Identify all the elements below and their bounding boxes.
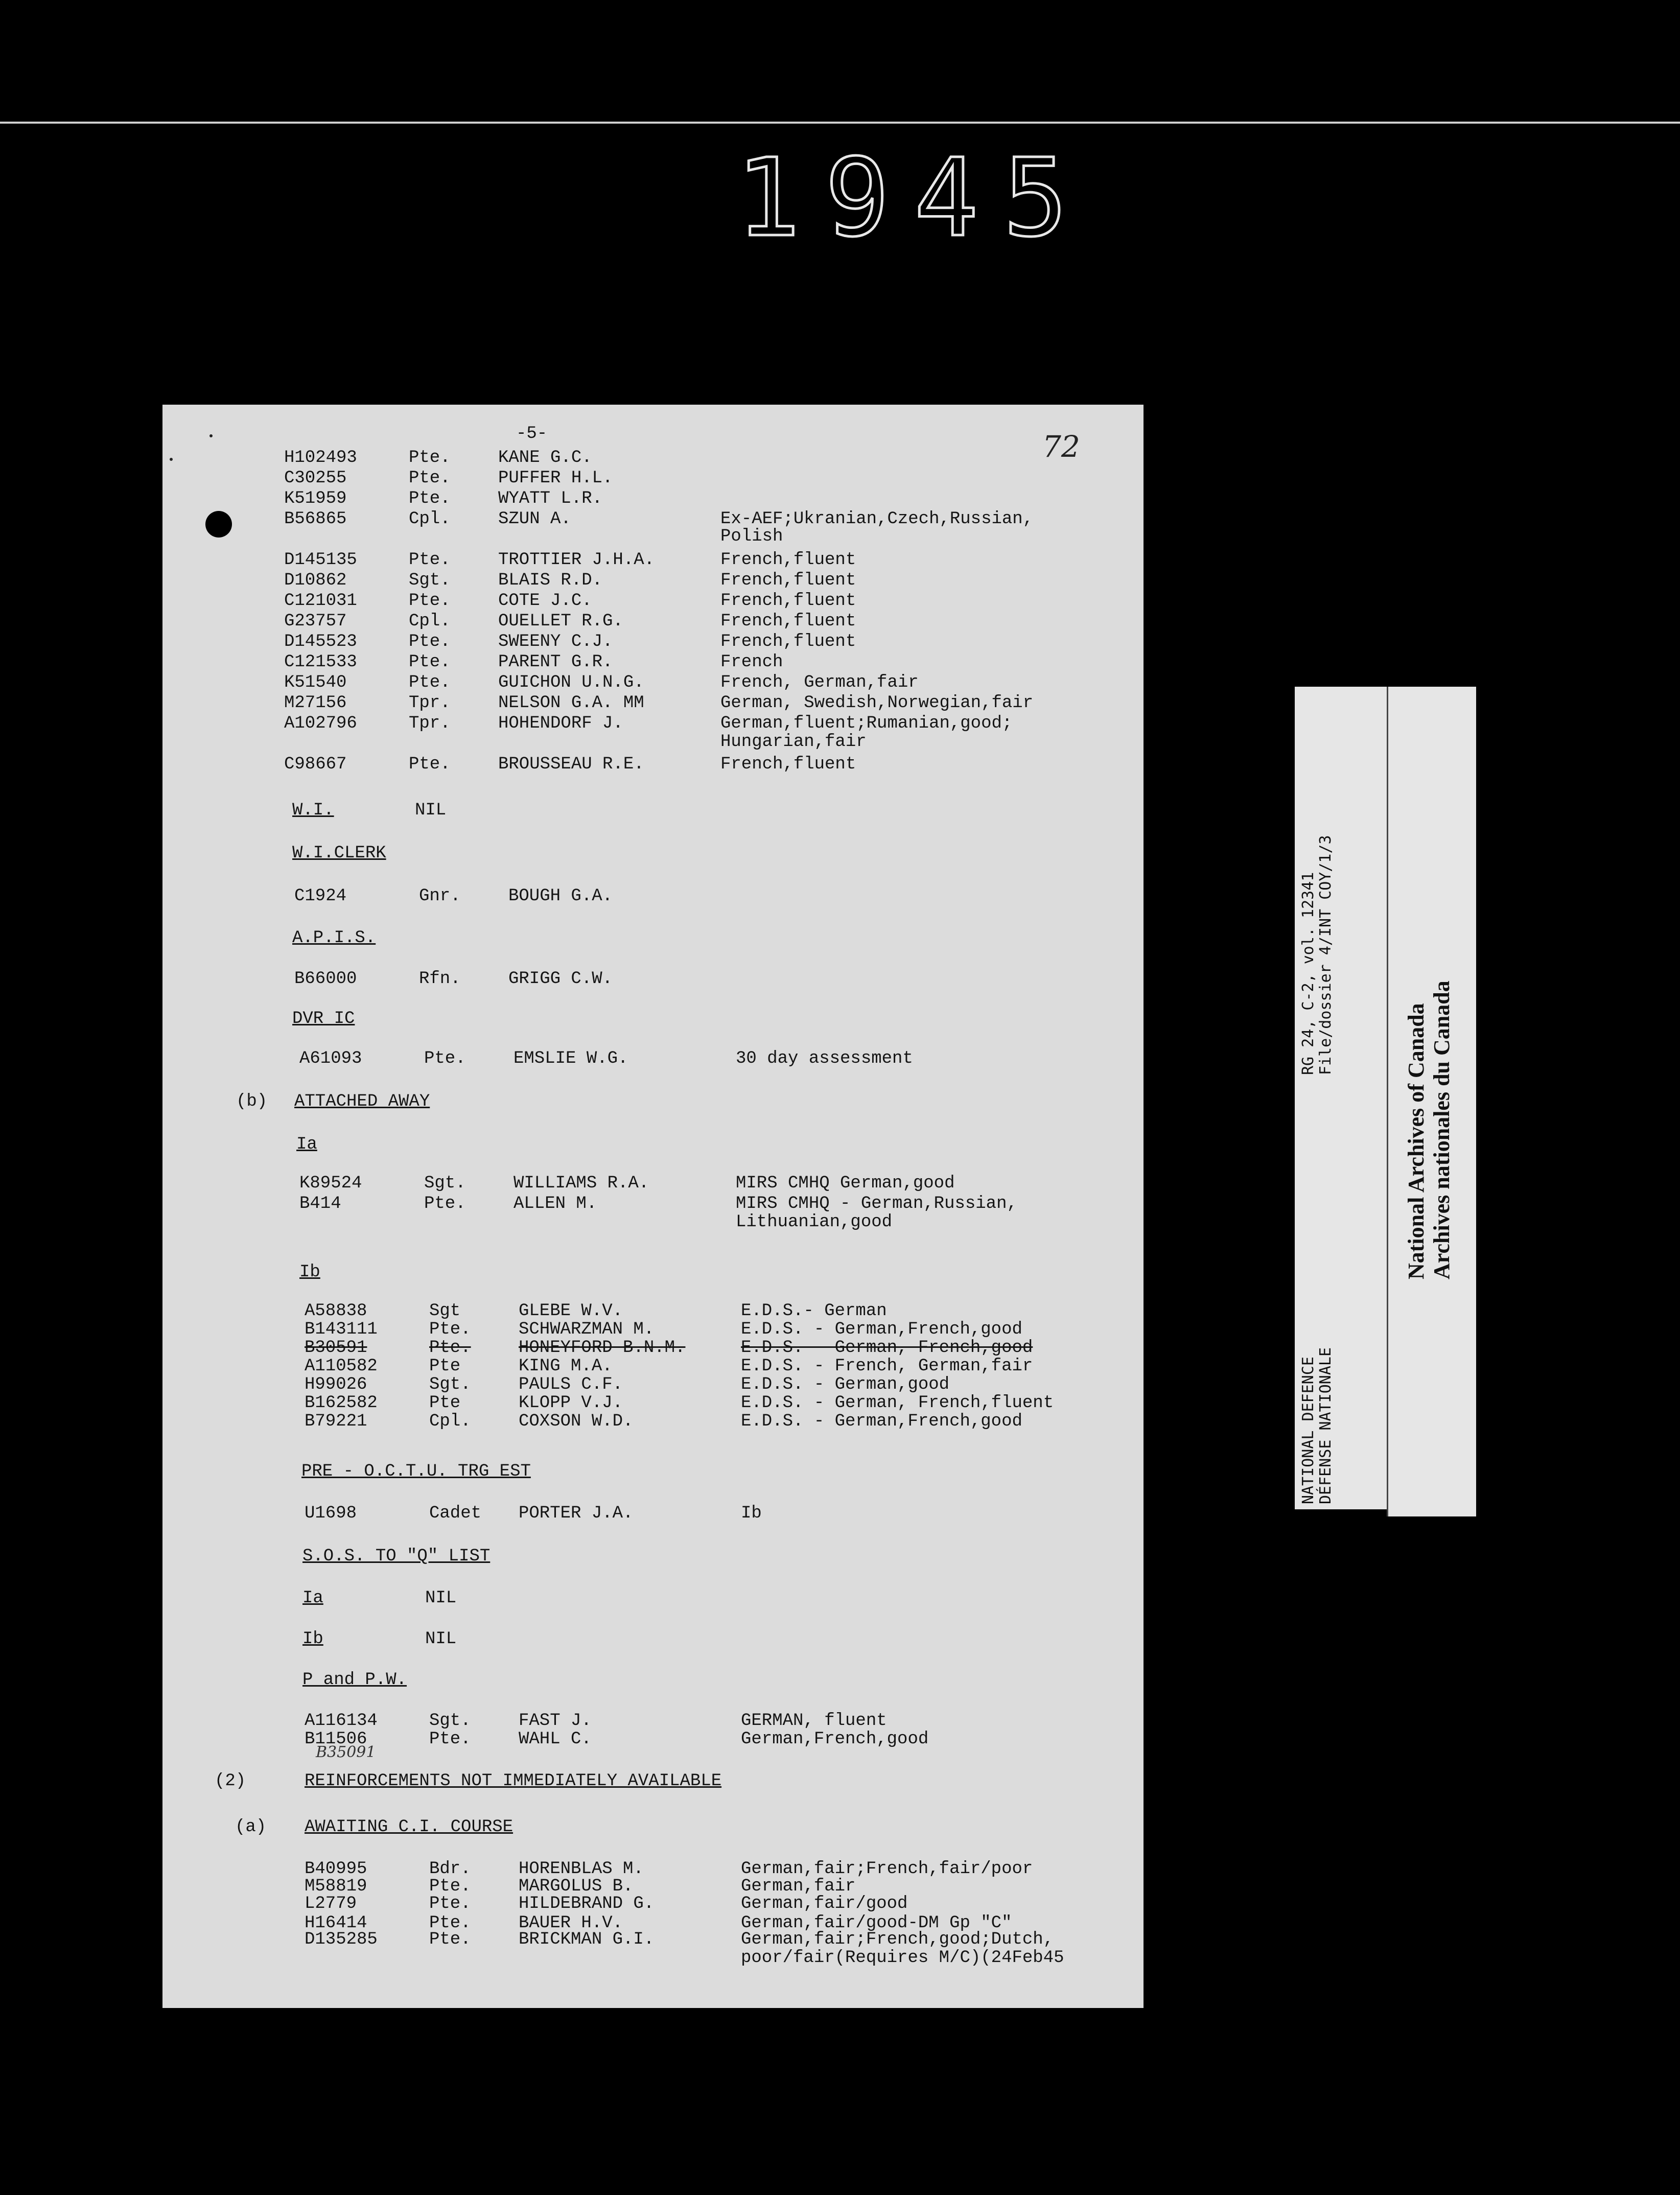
language-note: MIRS CMHQ - German,Russian, [736,1194,1017,1213]
rank: Tpr. [409,693,451,713]
service-number: B414 [299,1194,341,1213]
service-number: B143111 [305,1320,378,1339]
personnel-row [0,1729,1680,1749]
language-note: French, German,fair [720,673,919,692]
service-number: C98667 [284,755,347,774]
rank: Sgt. [429,1711,471,1731]
personnel-name: NELSON G.A. MM [498,693,644,713]
rank: Sgt. [429,1375,471,1394]
personnel-name: ALLEN M. [514,1194,597,1213]
archive-name-strip [1387,687,1476,1516]
service-number: C30255 [284,469,347,488]
language-note: GERMAN, fluent [741,1711,887,1731]
language-note: Lithuanian,good [736,1212,893,1232]
top-rule [0,122,1680,124]
section-heading-pw: P and P.W. [302,1670,407,1690]
section-marker-a: (a) [235,1817,267,1837]
rank: Pte. [429,1730,471,1749]
rank: Cadet [429,1504,482,1523]
service-number: B66000 [294,969,357,989]
personnel-name: KLOPP V.J. [519,1393,623,1413]
rank: Pte. [409,652,451,672]
personnel-row [0,1711,1680,1731]
section-heading-sos: S.O.S. TO "Q" LIST [302,1547,491,1566]
language-note: German,fair/good-DM Gp "C" [741,1913,1012,1933]
rank: Pte. [429,1913,471,1933]
page-number: -5- [516,424,548,443]
handwritten-correction: B35091 [316,1743,376,1761]
section-marker-2: (2) [215,1771,246,1791]
service-number: B79221 [305,1412,367,1431]
personnel-name: HILDEBRAND G. [519,1894,655,1913]
section-heading-pre-octu: PRE - O.C.T.U. TRG EST [301,1462,531,1481]
service-number: B30591 [305,1338,367,1358]
rank: Pte. [409,489,451,508]
service-number: A116134 [305,1711,378,1731]
personnel-row [0,550,1680,570]
personnel-name: KING M.A. [519,1357,613,1376]
language-note: E.D.S. - German,good [741,1375,950,1394]
personnel-name: BLAIS R.D. [498,571,603,590]
rank: Sgt. [409,571,451,590]
personnel-row [0,526,1680,547]
service-number: D145523 [284,632,357,651]
personnel-name: MARGOLUS B. [519,1877,634,1896]
language-note: E.D.S. - German, French,good [741,1338,1033,1358]
language-note: French,fluent [720,632,856,651]
service-number: H16414 [305,1913,367,1933]
personnel-row [0,1948,1680,1968]
rank: Pte. [409,591,451,611]
service-number: C1924 [294,886,347,906]
service-number: D135285 [305,1930,378,1949]
service-number: M27156 [284,693,347,713]
service-number: L2779 [305,1894,357,1913]
wi-value: NIL [415,801,447,820]
rank: Pte. [429,1930,471,1949]
archive-reference [1300,835,1335,1075]
service-number: B162582 [305,1393,378,1413]
defense-nationale-label: DÉFENSE NATIONALE [1317,1347,1335,1504]
section-heading-wi: W.I. [292,801,334,820]
archive-name [1404,980,1455,1279]
language-note: German, Swedish,Norwegian,fair [720,693,1034,713]
rank: Pte. [409,448,451,468]
rank: Pte. [424,1049,466,1068]
language-note: Polish [720,527,783,546]
personnel-name: FAST J. [519,1711,592,1731]
language-note: French,fluent [720,755,856,774]
sos-ia-value: NIL [425,1589,457,1608]
department-stamp [1300,1347,1335,1504]
language-note: German,fair/good [741,1894,908,1913]
personnel-name: KANE G.C. [498,448,592,468]
personnel-name: OUELLET R.G. [498,612,623,631]
folio-number: 72 [1042,429,1080,464]
language-note: French,fluent [720,612,856,631]
language-note: French,fluent [720,591,856,611]
rank: Tpr. [409,714,451,733]
rank: Pte. [409,632,451,651]
service-number: B40995 [305,1859,367,1879]
personnel-row [0,468,1680,488]
language-note: E.D.S. - German, French,fluent [741,1393,1054,1413]
rank: Bdr. [429,1859,471,1879]
personnel-name: COTE J.C. [498,591,592,611]
archive-name-en: National Archives of Canada [1404,1003,1429,1279]
rank: Pte. [429,1877,471,1896]
service-number: C121533 [284,652,357,672]
rank: Gnr. [419,886,461,906]
language-note: German,fair;French,fair/poor [741,1859,1033,1879]
language-note: E.D.S. - French, German,fair [741,1357,1033,1376]
personnel-name: SWEENY C.J. [498,632,613,651]
personnel-name: HOHENDORF J. [498,714,623,733]
personnel-name: WYATT L.R. [498,489,603,508]
language-note: Ib [741,1504,762,1523]
section-heading-dvr: DVR IC [292,1009,355,1029]
service-number: K51540 [284,673,347,692]
section-heading-attached-away: ATTACHED AWAY [294,1092,430,1111]
service-number: A102796 [284,714,357,733]
service-number: D145135 [284,550,357,570]
language-note: German,fair [741,1877,856,1896]
archive-reference-strip [1295,687,1387,1509]
rank: Cpl. [409,612,451,631]
language-note: German,fair;French,good;Dutch, [741,1930,1054,1949]
sos-ib-heading: Ib [302,1629,323,1649]
rank: Cpl. [429,1412,471,1431]
section-heading-reinforcements: REINFORCEMENTS NOT IMMEDIATELY AVAILABLE [305,1771,722,1791]
language-note: French,fluent [720,550,856,570]
personnel-name: BOUGH G.A. [508,886,613,906]
language-note: MIRS CMHQ German,good [736,1174,955,1193]
section-heading-ib: Ib [299,1263,320,1282]
rank: Pte. [429,1338,471,1358]
personnel-name: TROTTIER J.H.A. [498,550,655,570]
rank: Cpl. [409,509,451,529]
reference-line-1: RG 24, C-2, vol. 12341 [1299,872,1317,1075]
section-marker-b: (b) [236,1092,268,1111]
personnel-name: GRIGG C.W. [508,969,613,989]
rank: Pte. [409,755,451,774]
section-heading-awaiting: AWAITING C.I. COURSE [305,1817,514,1837]
service-number: A110582 [305,1357,378,1376]
personnel-row [0,591,1680,611]
service-number: K89524 [299,1174,362,1193]
personnel-name: PORTER J.A. [519,1504,634,1523]
personnel-row [0,488,1680,509]
service-number: B56865 [284,509,347,529]
personnel-row [0,1929,1680,1950]
language-note: E.D.S. - German,French,good [741,1412,1022,1431]
speck [209,434,213,437]
service-number: D10862 [284,571,347,590]
service-number: U1698 [305,1504,357,1523]
personnel-row [0,652,1680,672]
personnel-name: COXSON W.D. [519,1412,634,1431]
service-number: A58838 [305,1301,367,1321]
personnel-name: BROUSSEAU R.E. [498,755,644,774]
section-heading-apis: A.P.I.S. [292,928,376,948]
language-note: poor/fair(Requires M/C)(24Feb45 [741,1948,1064,1968]
language-note: French,fluent [720,571,856,590]
personnel-row [0,1894,1680,1914]
rank: Pte. [424,1194,466,1213]
rank: Pte [429,1393,461,1413]
personnel-name: PUFFER H.L. [498,469,613,488]
language-note: E.D.S.- German [741,1301,887,1321]
rank: Pte. [429,1894,471,1913]
personnel-name: WAHL C. [519,1730,592,1749]
language-note: Hungarian,fair [720,732,867,752]
personnel-name: GUICHON U.N.G. [498,673,644,692]
personnel-name: HORENBLAS M. [519,1859,644,1879]
rank: Pte. [429,1320,471,1339]
personnel-row [0,611,1680,632]
personnel-name: SZUN A. [498,509,571,529]
rank: Pte. [409,673,451,692]
service-number: A61093 [299,1049,362,1068]
sos-ia-heading: Ia [302,1589,323,1608]
language-note: E.D.S. - German,French,good [741,1320,1022,1339]
rank: Sgt. [424,1174,466,1193]
service-number: G23757 [284,612,347,631]
personnel-name: HONEYFORD B.N.M. [519,1338,686,1358]
personnel-name: SCHWARZMAN M. [519,1320,655,1339]
personnel-name: WILLIAMS R.A. [514,1174,649,1193]
service-number: M58819 [305,1877,367,1896]
personnel-name: BRICKMAN G.I. [519,1930,655,1949]
language-note: Ex-AEF;Ukranian,Czech,Russian, [720,509,1034,529]
personnel-row [0,570,1680,591]
language-note: French [720,652,783,672]
service-number: C121031 [284,591,357,611]
rank: Pte. [409,469,451,488]
year-stamp: 1945 [736,135,1092,261]
personnel-name: GLEBE W.V. [519,1301,623,1321]
personnel-row [0,448,1680,468]
rank: Pte [429,1357,461,1376]
language-note: German,fluent;Rumanian,good; [720,714,1013,733]
sos-ib-value: NIL [425,1629,457,1649]
personnel-row [0,632,1680,652]
personnel-name: EMSLIE W.G. [514,1049,628,1068]
section-heading-wi-clerk: W.I.CLERK [292,844,386,863]
service-number: H99026 [305,1375,367,1394]
personnel-name: PARENT G.R. [498,652,613,672]
national-defence-label: NATIONAL DEFENCE [1299,1357,1317,1504]
language-note: German,French,good [741,1730,929,1749]
rank: Sgt [429,1301,461,1321]
rank: Pte. [409,550,451,570]
personnel-name: BAUER H.V. [519,1913,623,1933]
language-note: 30 day assessment [736,1049,913,1068]
reference-line-2: File/dossier 4/INT COY/1/3 [1317,835,1335,1075]
service-number: B11506 [305,1730,367,1749]
personnel-name: PAULS C.F. [519,1375,623,1394]
service-number: H102493 [284,448,357,468]
archive-name-fr: Archives nationales du Canada [1429,980,1454,1279]
section-heading-ia: Ia [296,1135,317,1154]
service-number: K51959 [284,489,347,508]
rank: Rfn. [419,969,461,989]
